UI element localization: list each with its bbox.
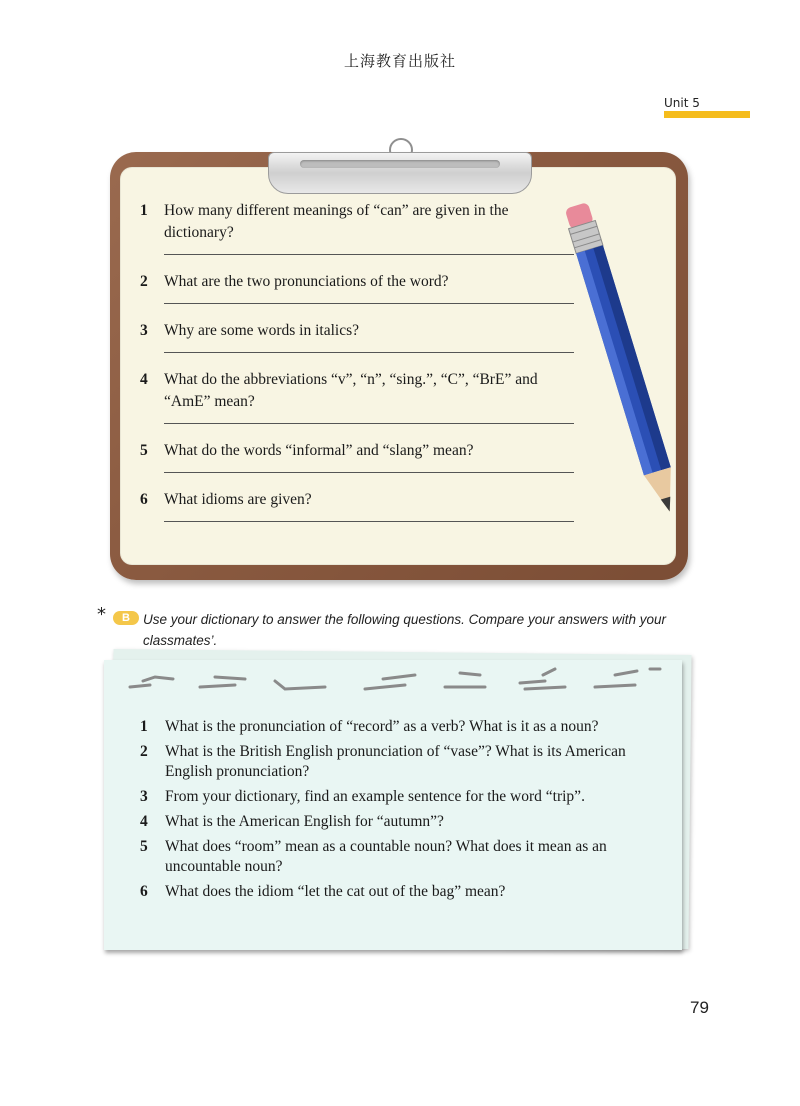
question-number: 6 — [140, 883, 148, 900]
question-text: What does the idiom “let the cat out of the bag” mean? — [165, 883, 506, 900]
clipboard-question — [140, 320, 580, 342]
question-text: How many different meanings of “can” are given in the dictionary? — [164, 202, 509, 241]
question-number: 4 — [140, 371, 148, 388]
section-b-question — [140, 882, 670, 902]
section-b-question-list — [140, 717, 670, 907]
question-text: What is the British English pronunciation of “vase”? What is its American English pronunciation? — [165, 743, 626, 780]
clipboard-question — [140, 200, 580, 244]
question-text: What idioms are given? — [164, 491, 312, 508]
question-text: What does “room” mean as a countable noun? What does it mean as an uncountable noun? — [165, 838, 607, 875]
question-number: 1 — [140, 718, 148, 735]
question-text: What do the words “informal” and “slang” mean? — [164, 442, 474, 459]
clipboard-question — [140, 369, 580, 413]
publisher-header: 上海教育出版社 — [343, 52, 456, 70]
clipboard-question — [140, 271, 580, 293]
clip-slot — [300, 160, 500, 168]
clipboard-question — [140, 440, 580, 462]
section-b-badge: B — [113, 611, 139, 625]
unit-accent-bar — [664, 111, 750, 118]
answer-line[interactable] — [164, 511, 574, 522]
clipboard-clip — [268, 152, 532, 194]
question-number: 3 — [140, 322, 148, 339]
question-text: What is the American English for “autumn”? — [165, 813, 444, 830]
question-number: 4 — [140, 813, 148, 830]
question-text: What do the abbreviations “v”, “n”, “sing.”, “C”, “BrE” and “AmE” mean? — [164, 371, 538, 410]
pencil-icon — [560, 190, 690, 535]
answer-line[interactable] — [164, 413, 574, 424]
question-number: 2 — [140, 743, 148, 760]
question-number: 2 — [140, 273, 148, 290]
question-number: 6 — [140, 491, 148, 508]
answer-line[interactable] — [164, 244, 574, 255]
answer-line[interactable] — [164, 342, 574, 353]
answer-line[interactable] — [164, 293, 574, 304]
question-number: 5 — [140, 442, 148, 459]
question-text: What is the pronunciation of “record” as a verb? What is it as a noun? — [165, 718, 599, 735]
section-b-question — [140, 742, 670, 782]
index-tabs-decoration — [125, 663, 675, 693]
page-number: 79 — [690, 998, 709, 1017]
question-text: What are the two pronunciations of the word? — [164, 273, 449, 290]
question-number: 3 — [140, 788, 148, 805]
clipboard-question — [140, 489, 580, 511]
section-b-question — [140, 717, 670, 737]
section-b-instruction: Use your dictionary to answer the following questions. Compare your answers with your classmates’. — [143, 612, 666, 648]
question-number: 5 — [140, 838, 148, 855]
unit-label: Unit 5 — [664, 96, 700, 110]
clipboard-question-list — [140, 200, 580, 538]
optional-star: * — [97, 604, 106, 625]
section-b-question — [140, 837, 670, 877]
question-text: Why are some words in italics? — [164, 322, 359, 339]
question-text: From your dictionary, find an example sentence for the word “trip”. — [165, 788, 585, 805]
section-b-question — [140, 812, 670, 832]
question-number: 1 — [140, 202, 148, 219]
section-b-question — [140, 787, 670, 807]
answer-line[interactable] — [164, 462, 574, 473]
